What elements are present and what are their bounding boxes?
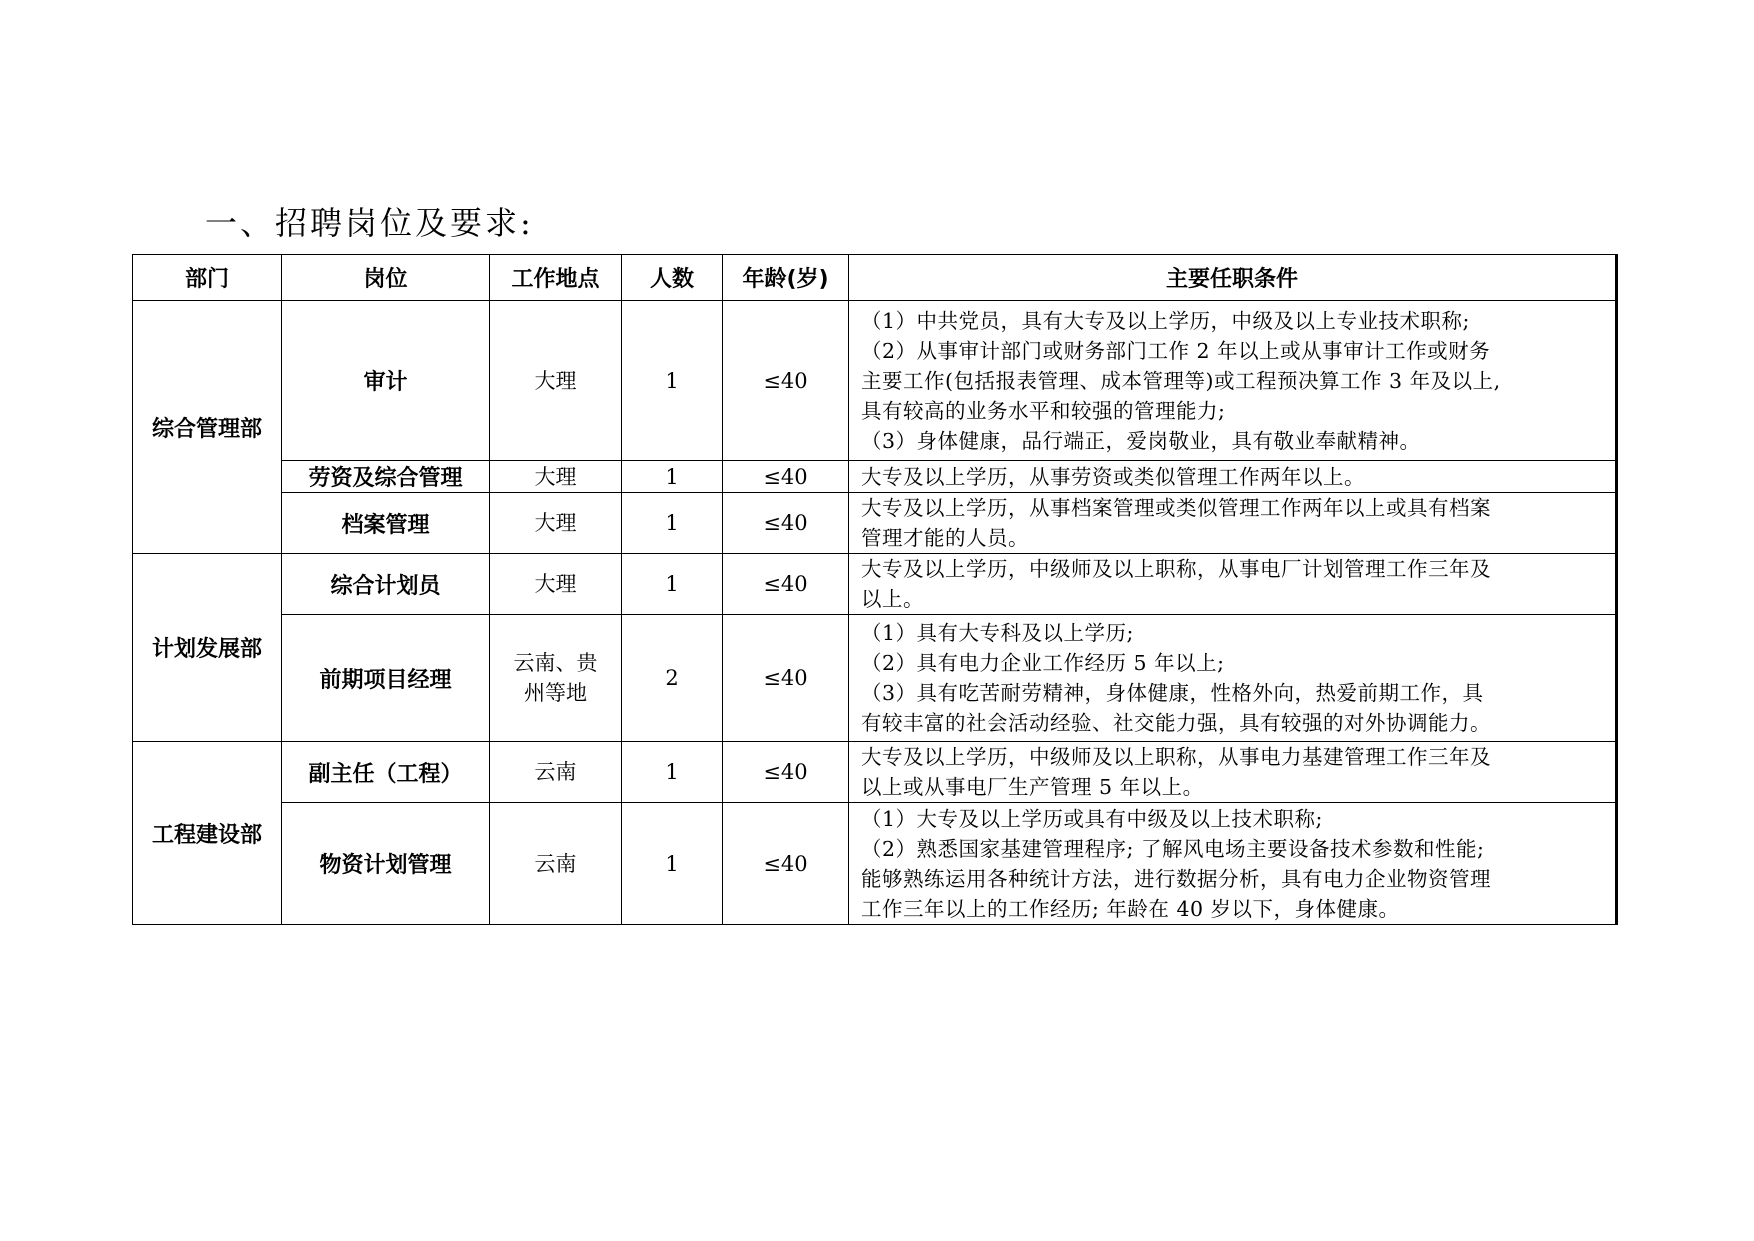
headcount: 2 [622,615,723,742]
requirements-cell [849,554,1617,615]
requirements-cell [849,493,1617,554]
work-location: 大理 [490,554,622,615]
table-row [133,803,1617,925]
headcount: 1 [622,461,723,493]
headcount: 1 [622,554,723,615]
requirement-line: 以上。 [861,587,924,611]
requirement-line: 以上或从事电厂生产管理 5 年以上。 [861,775,1204,799]
work-location: 大理 [490,461,622,493]
requirement-line: （1）具有大专科及以上学历; [861,621,1134,645]
location-line: 州等地 [524,681,587,705]
requirement-line: 大专及以上学历，从事劳资或类似管理工作两年以上。 [861,464,1365,489]
table-row [133,301,1617,461]
header-post: 岗位 [282,255,490,301]
table-row [133,554,1617,615]
age-limit: ≤40 [723,742,849,803]
work-location: 云南 [490,803,622,925]
post-name: 档案管理 [282,493,490,554]
requirement-line: 管理才能的人员。 [861,526,1029,550]
section-heading: 一、招聘岗位及要求: [205,204,534,242]
requirement-line: 主要工作(包括报表管理、成本管理等)或工程预决算工作 3 年及以上, [861,368,1501,393]
header-age: 年龄(岁) [723,255,849,301]
header-location: 工作地点 [490,255,622,301]
requirement-line: （2）熟悉国家基建管理程序; 了解风电场主要设备技术参数和性能; [861,836,1485,861]
header-row [133,255,1617,301]
age-limit: ≤40 [723,461,849,493]
requirement-line: 具有较高的业务水平和较强的管理能力; [861,398,1226,423]
department-name: 计划发展部 [133,554,282,742]
post-name: 劳资及综合管理 [282,461,490,493]
requirements-cell [849,742,1617,803]
age-limit: ≤40 [723,554,849,615]
post-name: 副主任（工程） [282,742,490,803]
headcount: 1 [622,493,723,554]
header-dept: 部门 [133,255,282,301]
requirement-line: 有较丰富的社会活动经验、社交能力强，具有较强的对外协调能力。 [861,711,1491,735]
requirements-cell [849,461,1617,493]
work-location: 云南 [490,742,622,803]
table-row [133,461,1617,493]
post-name: 审计 [282,301,490,461]
department-name: 综合管理部 [133,301,282,554]
table-row [133,493,1617,554]
work-location: 大理 [490,301,622,461]
header-requirements: 主要任职条件 [849,255,1617,301]
requirement-line: （1）大专及以上学历或具有中级及以上技术职称; [861,806,1323,831]
recruitment-table [132,254,1618,925]
age-limit: ≤40 [723,615,849,742]
requirement-line: （2）具有电力企业工作经历 5 年以上; [861,651,1225,675]
requirement-line: 大专及以上学历，中级师及以上职称，从事电厂计划管理工作三年及 [861,557,1491,581]
headcount: 1 [622,742,723,803]
requirement-line: 能够熟练运用各种统计方法，进行数据分析，具有电力企业物资管理 [861,866,1491,891]
requirement-line: 大专及以上学历，从事档案管理或类似管理工作两年以上或具有档案 [861,496,1491,520]
requirement-line: 工作三年以上的工作经历; 年龄在 40 岁以下，身体健康。 [861,896,1400,921]
requirement-line: （1）中共党员，具有大专及以上学历，中级及以上专业技术职称; [861,308,1470,333]
age-limit: ≤40 [723,301,849,461]
headcount: 1 [622,803,723,925]
requirements-cell [849,301,1617,461]
requirement-line: （3）具有吃苦耐劳精神，身体健康，性格外向，热爱前期工作，具 [861,681,1484,705]
requirement-line: 大专及以上学历，中级师及以上职称，从事电力基建管理工作三年及 [861,745,1491,769]
work-location [490,615,622,742]
department-name: 工程建设部 [133,742,282,925]
age-limit: ≤40 [723,803,849,925]
header-count: 人数 [622,255,723,301]
post-name: 前期项目经理 [282,615,490,742]
requirement-line: （3）身体健康，品行端正，爱岗敬业，具有敬业奉献精神。 [861,428,1421,453]
requirement-line: （2）从事审计部门或财务部门工作 2 年以上或从事审计工作或财务 [861,338,1491,363]
work-location: 大理 [490,493,622,554]
post-name: 物资计划管理 [282,803,490,925]
headcount: 1 [622,301,723,461]
table-row [133,615,1617,742]
requirements-cell [849,615,1617,742]
age-limit: ≤40 [723,493,849,554]
table-row [133,742,1617,803]
post-name: 综合计划员 [282,554,490,615]
requirements-cell [849,803,1617,925]
location-line: 云南、贵 [513,651,598,675]
